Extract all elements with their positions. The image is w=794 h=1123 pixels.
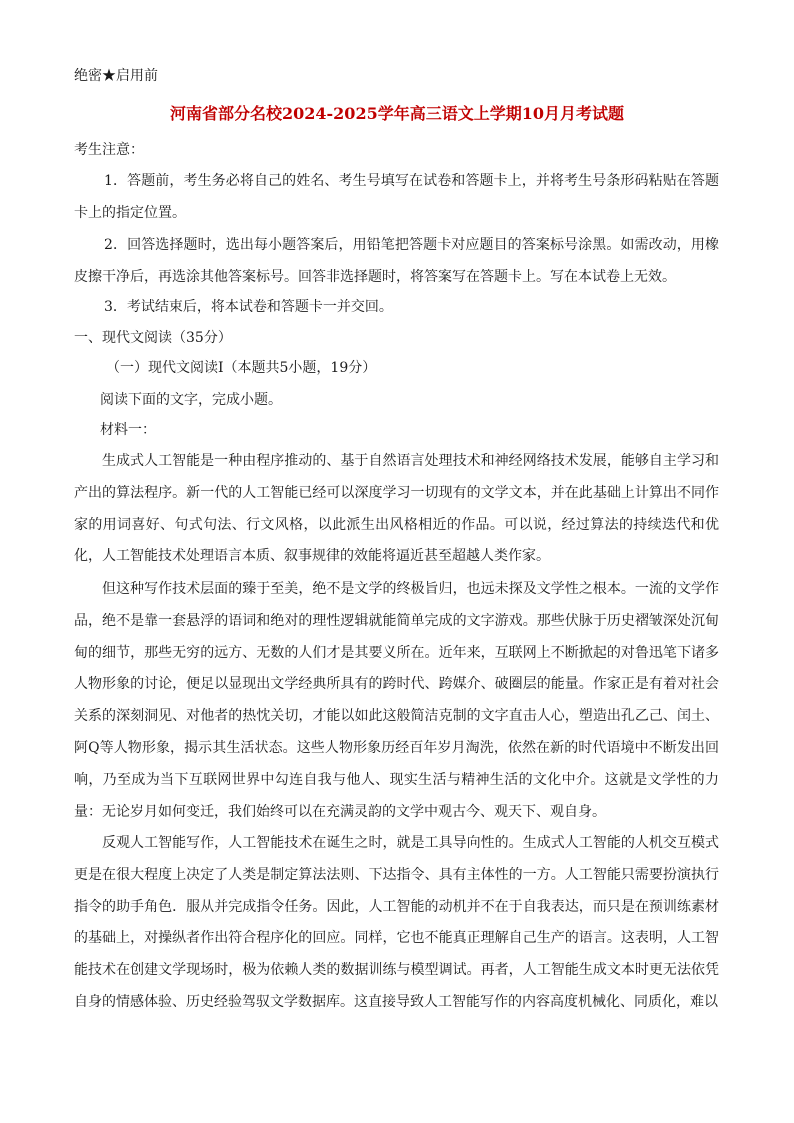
section-heading: 一、现代文阅读（35分） xyxy=(74,330,232,346)
body-paragraph-3: 反观人工智能写作，人工智能技术在诞生之时，就是工具导向性的。生成式人工智能的人机交互模式更是在很大程度上决定了人类是制定算法法则、下达指令、具有主体性的一方。人工智能只需要扮演执行指令的助手角色．服从并完成指令任务。因此，人工智能的动机并不在于自我表达，而只是在预训练素材的基础上，对操纵者作出符合程序化的回应。同样，它也不能真正理解自己生产的语言。这表明，人工智能技术在创建文学现场时，极为依赖人类的数据训练与模型调试。再者，人工智能生成文本时更无法依凭自身的情感体验、历史经验驾驭文学数据库。这直接导致人工智能写作的内容高度机械化、同质化，难以 xyxy=(74,835,719,1010)
section-subheading: （一）现代文阅读Ⅰ（本题共5小题，19分） xyxy=(106,360,377,376)
body-paragraph-1: 生成式人工智能是一种由程序推动的、基于自然语言处理技术和神经网络技术发展，能够自主学习和产出的算法程序。新一代的人工智能已经可以深度学习一切现有的文学文本，并在此基础上计算出不同作家的用词喜好、句式句法、行文风格，以此派生出风格相近的作品。可以说，经过算法的持续迭代和优化，人工智能技术处理语言本质、叙事规律的效能将逼近甚至超越人类作家。 xyxy=(74,453,719,565)
secret-label: 绝密★启用前 xyxy=(74,68,158,84)
page-title: 河南省部分名校2024-2025学年高三语文上学期10月月考试题 xyxy=(170,104,624,123)
notice-item-2: 2．回答选择题时，选出每小题答案后，用铅笔把答题卡对应题目的答案标号涂黑。如需改动，用橡皮擦干净后，再选涂其他答案标号。回答非选择题时，将答案写在答题卡上。写在本试卷上无效。 xyxy=(74,237,719,285)
notice-item-1: 1．答题前，考生务必将自己的姓名、考生号填写在试卷和答题卡上，并将考生号条形码粘贴在答题卡上的指定位置。 xyxy=(74,173,719,221)
notice-item-3: 3．考试结束后，将本试卷和答题卡一并交回。 xyxy=(104,299,393,315)
notice-heading: 考生注意： xyxy=(74,142,144,158)
material-label: 材料一： xyxy=(100,422,156,438)
body-paragraph-2: 但这种写作技术层面的臻于至美，绝不是文学的终极旨归，也远未探及文学性之根本。一流的文学作品，绝不是靠一套悬浮的语词和绝对的理性逻辑就能简单完成的文字游戏。那些伏脉于历史褶皱深处沉甸甸的细节，那些无穷的远方、无数的人们才是其要义所在。近年来，互联网上不断掀起的对鲁迅笔下诸多人物形象的讨论，便足以显现出文学经典所具有的跨时代、跨媒介、破圈层的能量。作家正是有着对社会关系的深刻洞见、对他者的热忱关切，才能以如此这般简洁克制的文字直击人心，塑造出孔乙己、闰土、阿Q等人物形象，揭示其生活状态。这些人物形象历经百年岁月淘洗，依然在新的时代语境中不断发出回响，乃至成为当下互联网世界中勾连自我与他人、现实生活与精神生活的文化中介。这就是文学性的力量：无论岁月如何变迁，我们始终可以在充满灵韵的文学中观古今、观天下、观自身。 xyxy=(74,581,719,820)
reading-instruction: 阅读下面的文字，完成小题。 xyxy=(100,392,282,408)
